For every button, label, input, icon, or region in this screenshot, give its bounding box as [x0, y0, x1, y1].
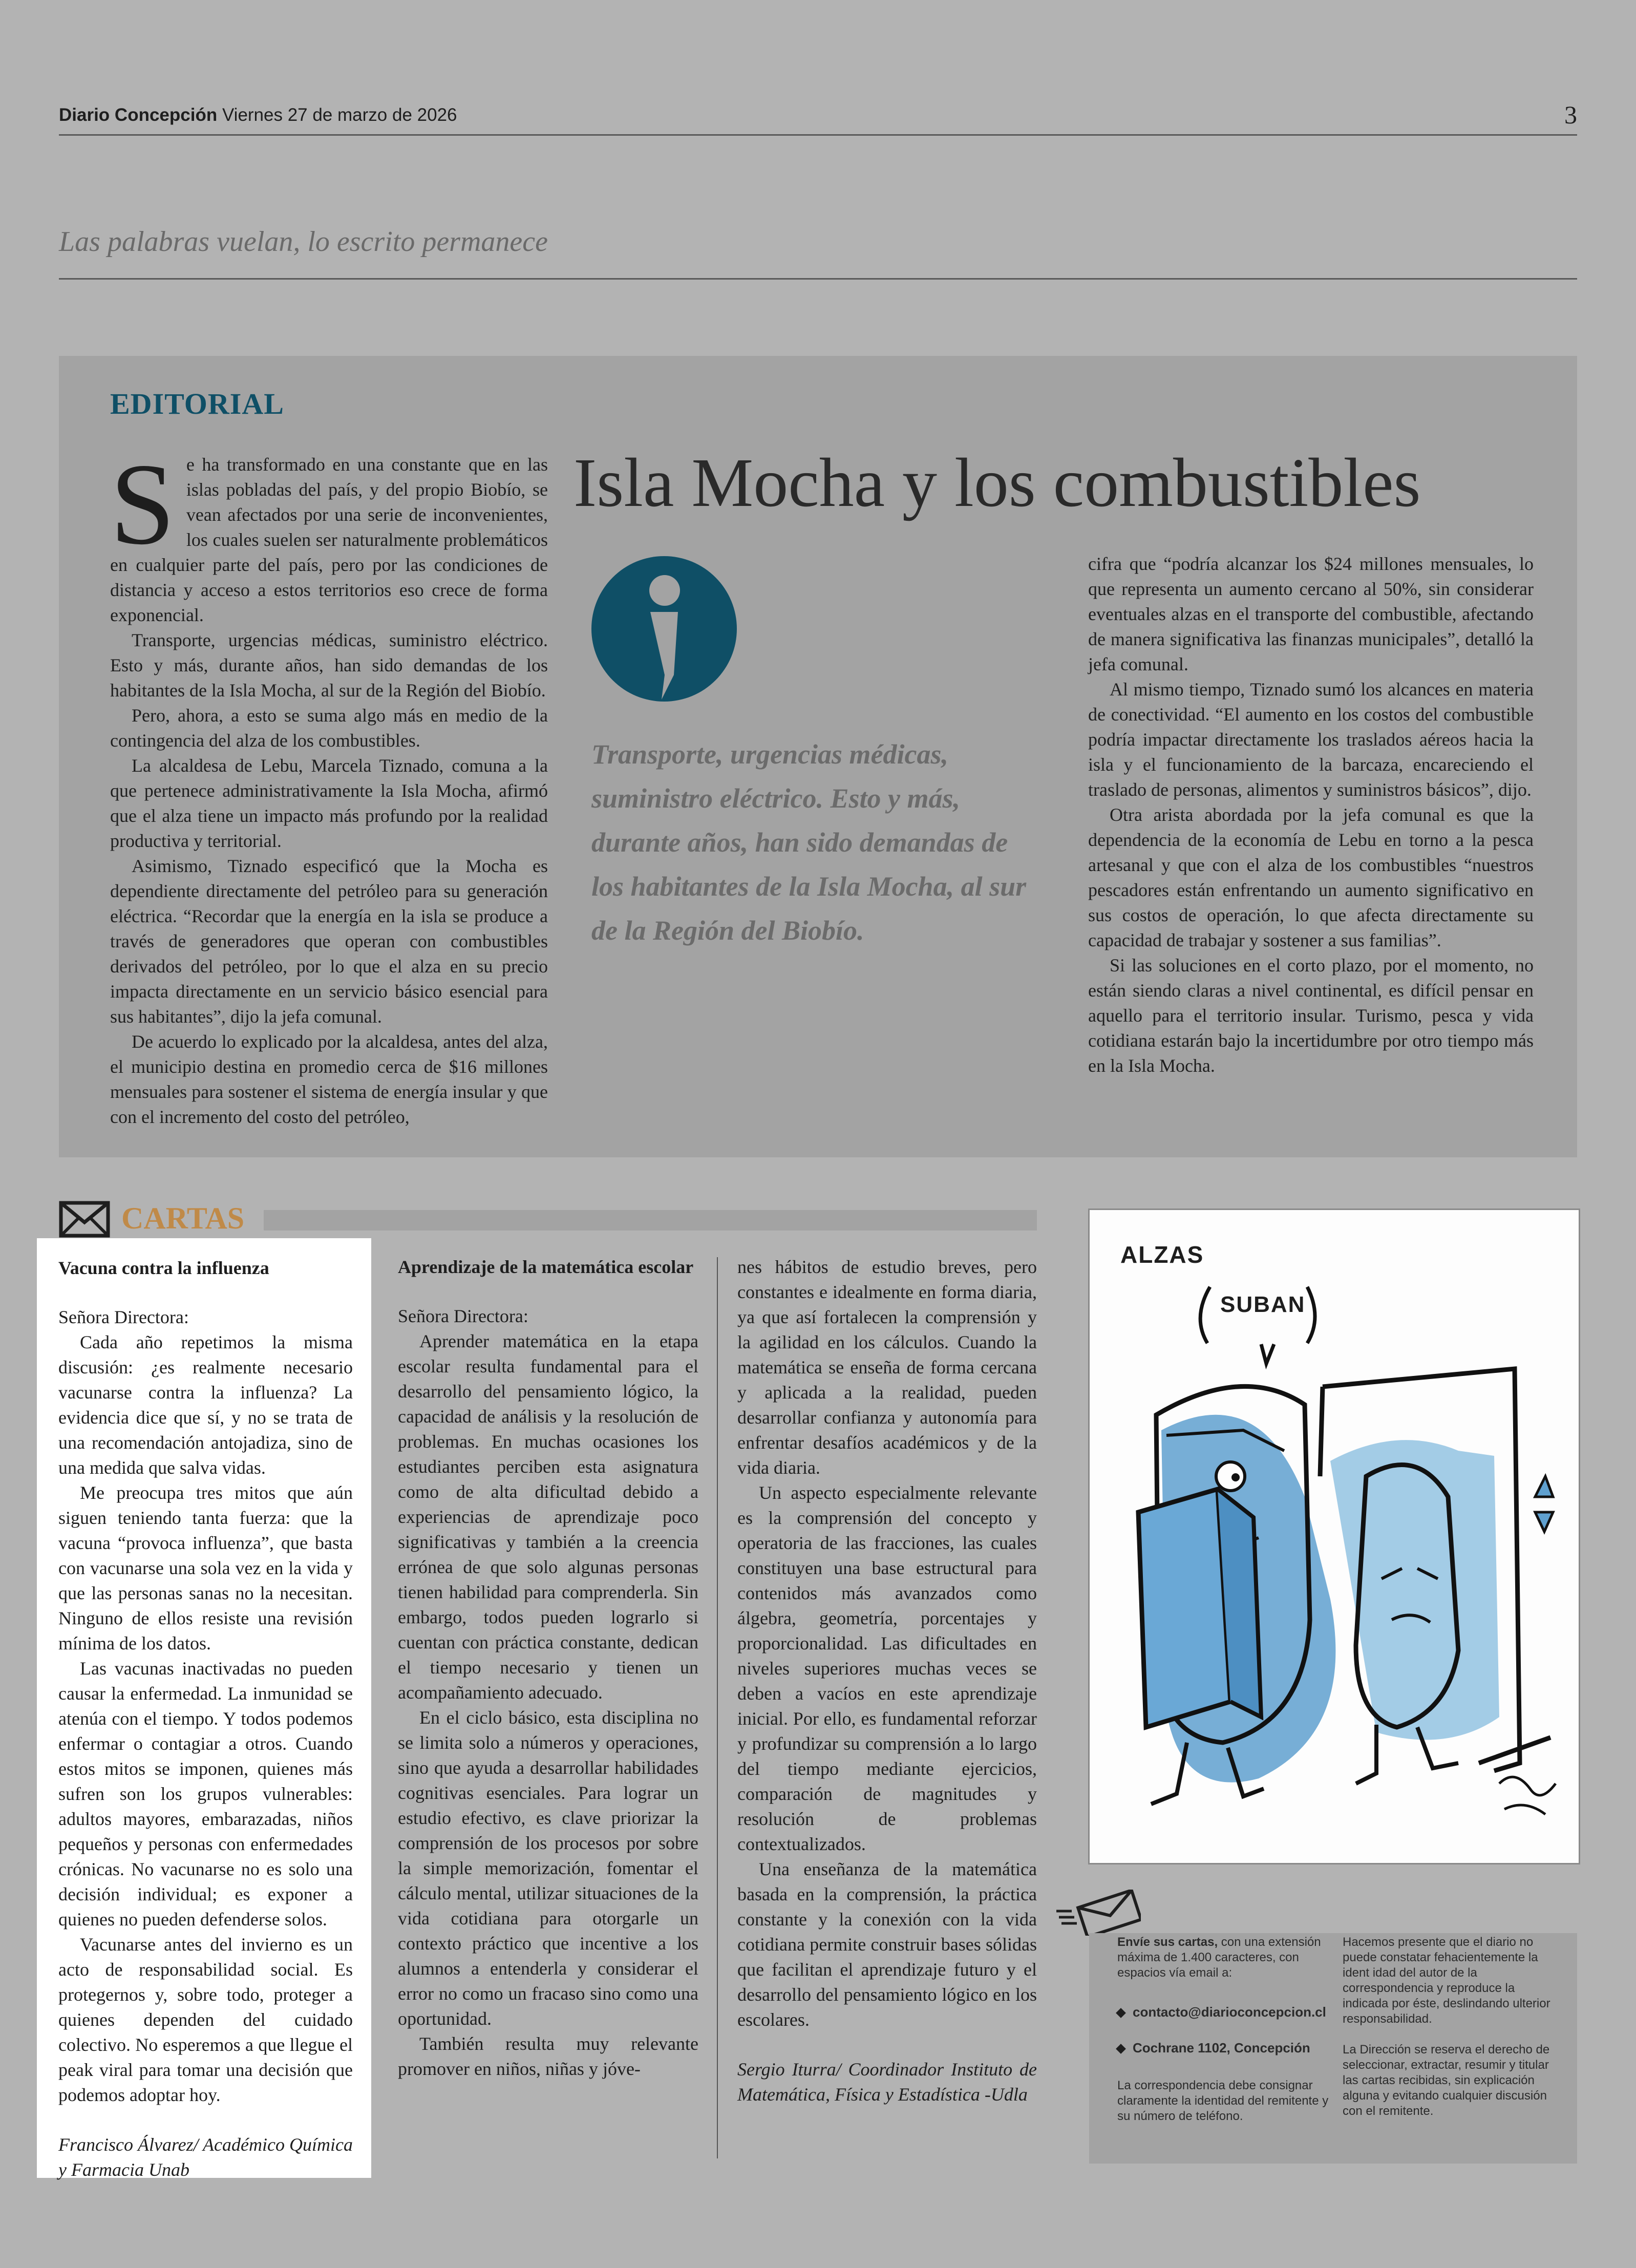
editorial-paragraph: Transporte, urgencias médicas, suministro eléctrico. Esto y más, durante años, han sido demandas de los habitantes de la Isla Mocha, al sur de la Región del Biobío.	[110, 630, 548, 701]
header-rule	[59, 134, 1577, 136]
letter-paragraph: Vacunarse antes del invierno es un acto de responsabilidad social. Es protegernos y, sobre todo, proteger a quienes dependen del cuidado colectivo. No esperemos a que llegue el peak viral para tomar una decisión que podemos adoptar hoy.	[58, 1934, 353, 2105]
disclaimer-1: Hacemos presente que el diario no puede constatar fehacientemente la ident idad del autor de la correspondencia y reproduce la indicada por éste, deslindando ulterior responsabilidad.	[1343, 1935, 1550, 2026]
editorial-paragraph: Se ha transformado en una constante que en las islas pobladas del país, y del propio Biobío, se vean afectados por una serie de inconvenientes, los cuales suelen ser naturalmente problemáticos en cualquier parte del país, pero por las condiciones de distancia y acceso a estos territorios eso crece de forma exponencial.	[110, 440, 548, 625]
motto-rule	[59, 278, 1577, 280]
letter-title: Aprendizaje de la matemática escolar	[398, 1257, 694, 1277]
contact-email[interactable]: contacto@diarioconcepcion.cl	[1117, 2004, 1332, 2020]
envelope-icon	[59, 1201, 110, 1238]
disclaimer-2: La Dirección se reserva el derecho de seleccionar, extractar, resumir y titular las cartas recibidas, sin explicación alguna y evitando cualquier discusión con el remitente.	[1343, 2043, 1550, 2118]
editorial-box	[59, 356, 1577, 1157]
editorial-paragraph: Si las soluciones en el corto plazo, por el momento, no están siendo claras a nivel continental, es difícil pensar en aquello para el territorio insular. Turismo, pesca y vida cotidiana estarán bajo la incertidumbre por otro tiempo más en la Isla Mocha.	[1088, 955, 1534, 1076]
cartoon-label: ALZAS	[1120, 1241, 1204, 1268]
letter-paragraph: nes hábitos de estudio breves, pero constantes e idealmente en forma diaria, ya que así fortalecen la comprensión y la agilidad en los cálculos. Cuando la matemática se enseña de forma cercana y aplicada a la realidad, pueden desarrollar confianza y autonomía para enfrentar desafíos académicos y de la vida diaria.	[737, 1257, 1037, 1478]
letter-paragraph: Una enseñanza de la matemática basada en la comprensión, la práctica constante y la conexión con la vida cotidiana permite construir bases sólidas que facilitan el aprendizaje futuro y el desarrollo del pensamiento lógico en los escolares.	[737, 1859, 1037, 2030]
diamond-bullet-icon	[1116, 2044, 1126, 2054]
editorial-paragraph: De acuerdo lo explicado por la alcaldesa, antes del alza, el municipio destina en promedio cerca de $16 millones mensuales para sostener el sistema de energía insular y que con el incremento del costo del petróleo,	[110, 1031, 548, 1127]
send-instructions: Envíe sus cartas, con una extensión máxima de 1.400 caracteres, con espacios vía email a:	[1117, 1935, 1321, 1980]
info-icon	[590, 555, 738, 703]
send-mail-icon	[1056, 1890, 1141, 1936]
letter-salutation: Señora Directora:	[398, 1306, 528, 1326]
letter-title: Vacuna contra la influenza	[58, 1258, 269, 1278]
letter-paragraph: También resulta muy relevante promover en niños, niñas y jóve-	[398, 2033, 698, 2079]
cartoon	[1088, 1209, 1580, 1864]
letter-paragraph: Me preocupa tres mitos que aún siguen teniendo tanta fuerza: que la vacuna “provoca influenza”, que basta con vacunarse una sola vez en la vida y que las personas sanas no la necesitan. Ninguno de ellos resiste una revisión mínima de los datos.	[58, 1482, 353, 1654]
letter-signature: Francisco Álvarez/ Académico Química y Farmacia Unab	[58, 2134, 353, 2180]
info-right	[1343, 1935, 1563, 2119]
editorial-paragraph: cifra que “podría alcanzar los $24 millones mensuales, lo que representa un aumento cercano al 50%, sin considerar eventuales alzas en el transporte del combustible, afectando de manera significativa las finanzas municipales”, detalló la jefa comunal.	[1088, 554, 1534, 674]
letter-signature: Sergio Iturra/ Coordinador Instituto de Matemática, Física y Estadística -Udla	[737, 2059, 1037, 2105]
publication-date: Viernes 27 de marzo de 2026	[222, 105, 457, 125]
letter-paragraph: Las vacunas inactivadas no pueden causar la enfermedad. La inmunidad se atenúa con el tiempo. Y todos podemos enfermar o contagiar a otros. Cuando estos mitos se imponen, quienes más sufren son los grupos vulnerables: adultos mayores, embarazadas, niños pequeños y personas con enfermedades crónicas. No vacunarse no es solo una decisión individual; es exponer a quienes no pueden defenderse solos.	[58, 1658, 353, 1930]
cartoon-illustration	[1090, 1210, 1579, 1863]
editorial-label: EDITORIAL	[110, 387, 284, 420]
column-rule	[717, 1257, 718, 2158]
editorial-column-1	[110, 440, 548, 1130]
letter-paragraph: Un aspecto especialmente relevante es la comprensión del concepto y operatoria de las fracciones, las cuales constituyen una base estructural para contenidos más avanzados como álgebra, geometría, porcentajes y proporcionalidad. Las dificultades en niveles superiores muchas veces se deben a vacíos en este aprendizaje inicial. Por ello, es fundamental reforzar y profundizar su comprensión a lo largo del tiempo mediante ejercicios, comparación de magnitudes y resolución de problemas contextualizados.	[737, 1482, 1037, 1854]
info-left	[1117, 1935, 1332, 2124]
header-publication-line	[59, 105, 457, 125]
cartas-bar	[264, 1210, 1037, 1231]
drop-cap: S	[110, 440, 175, 569]
letter-salutation: Señora Directora:	[58, 1307, 189, 1327]
letters-info-box	[1089, 1933, 1577, 2164]
editorial-paragraph: Asimismo, Tiznado especificó que la Mocha es dependiente directamente del petróleo para su generación eléctrica. “Recordar que la energía en la isla se produce a través de generadores que operan con combustibles derivados del petróleo, por lo que el alza en su precio impacta directamente en un servicio básico esencial para sus habitantes”, dijo la jefa comunal.	[110, 856, 548, 1027]
letter-paragraph: En el ciclo básico, esta disciplina no se limita solo a números y operaciones, sino que ayuda a desarrollar habilidades cognitivas esenciales. Para lograr un estudio efectivo, es clave priorizar la comprensión de los procesos por sobre la simple memorización, fomentar el cálculo mental, utilizar situaciones de la vida cotidiana para otorgarle un contexto práctico que incentive a los alumnos a entenderla y considerar el error no como un fracaso sino como una oportunidad.	[398, 1707, 698, 2029]
letter-paragraph: Aprender matemática en la etapa escolar resulta fundamental para el desarrollo del pensamiento lógico, la capacidad de análisis y la resolución de problemas. En muchas ocasiones los estudiantes perciben esta asignatura como de alta dificultad debido a experiencias de aprendizaje poco significativas y también a la creencia errónea de que solo algunas personas tienen habilidad para comprenderla. Sin embargo, todos pueden lograrlo si cuentan con práctica constante, dedican el tiempo necesario y tienen un acompañamiento adecuado.	[398, 1331, 698, 1703]
cartoon-speech: SUBAN	[1220, 1292, 1306, 1317]
contact-address: Cochrane 1102, Concepción	[1117, 2040, 1332, 2055]
editorial-paragraph: La alcaldesa de Lebu, Marcela Tiznado, comuna a la que pertenece administrativamente la Isla Mocha, afirmó que el alza tiene un impacto más profundo por la realidad productiva y territorial.	[110, 755, 548, 851]
letter-matematica-col-a	[398, 1255, 698, 2082]
letter-matematica-col-b	[737, 1255, 1037, 2107]
letter-influenza	[58, 1256, 353, 2182]
editorial-paragraph: Pero, ahora, a esto se suma algo más en medio de la contingencia del alza de los combustibles.	[110, 705, 548, 751]
letter-influenza-box	[37, 1238, 371, 2178]
publication-name: Diario Concepción	[59, 105, 218, 125]
editorial-column-3	[1088, 552, 1534, 1078]
editorial-paragraph: Al mismo tiempo, Tiznado sumó los alcances en materia de conectividad. “El aumento en los costos del combustible podría impactar directamente los traslados aéreos hacia la isla y el funcionamiento de la barcaza, encareciendo el traslado de personas, alimentos y suministros básicos”, dijo.	[1088, 679, 1534, 800]
letter-paragraph: Cada año repetimos la misma discusión: ¿es realmente necesario vacunarse contra la influenza? La evidencia dice que sí, y no se trata de una recomendación antojadiza, sino de una medida que salva vidas.	[58, 1332, 353, 1478]
editorial-title: Isla Mocha y los combustibles	[573, 444, 1421, 521]
identity-note: La correspondencia debe consignar claramente la identidad del remitente y su número de teléfono.	[1117, 2079, 1329, 2123]
editorial-paragraph: Otra arista abordada por la jefa comunal es que la dependencia de la economía de Lebu en torno a la pesca artesanal y que con el alza de los combustibles “nuestros pescadores están enfrentando un aumento significativo en sus costos de operación, lo que afecta directamente su capacidad de trabajar y sostener a sus familias”.	[1088, 804, 1534, 950]
page-number: 3	[1564, 100, 1577, 129]
motto: Las palabras vuelan, lo escrito permanece	[59, 226, 548, 258]
editorial-pull-quote: Transporte, urgencias médicas, suministro eléctrico. Esto y más, durante años, han sido demandas de los habitantes de la Isla Mocha, al sur de la Región del Biobío.	[591, 739, 1027, 946]
cartas-label: CARTAS	[121, 1201, 245, 1235]
diamond-bullet-icon	[1116, 2008, 1126, 2018]
